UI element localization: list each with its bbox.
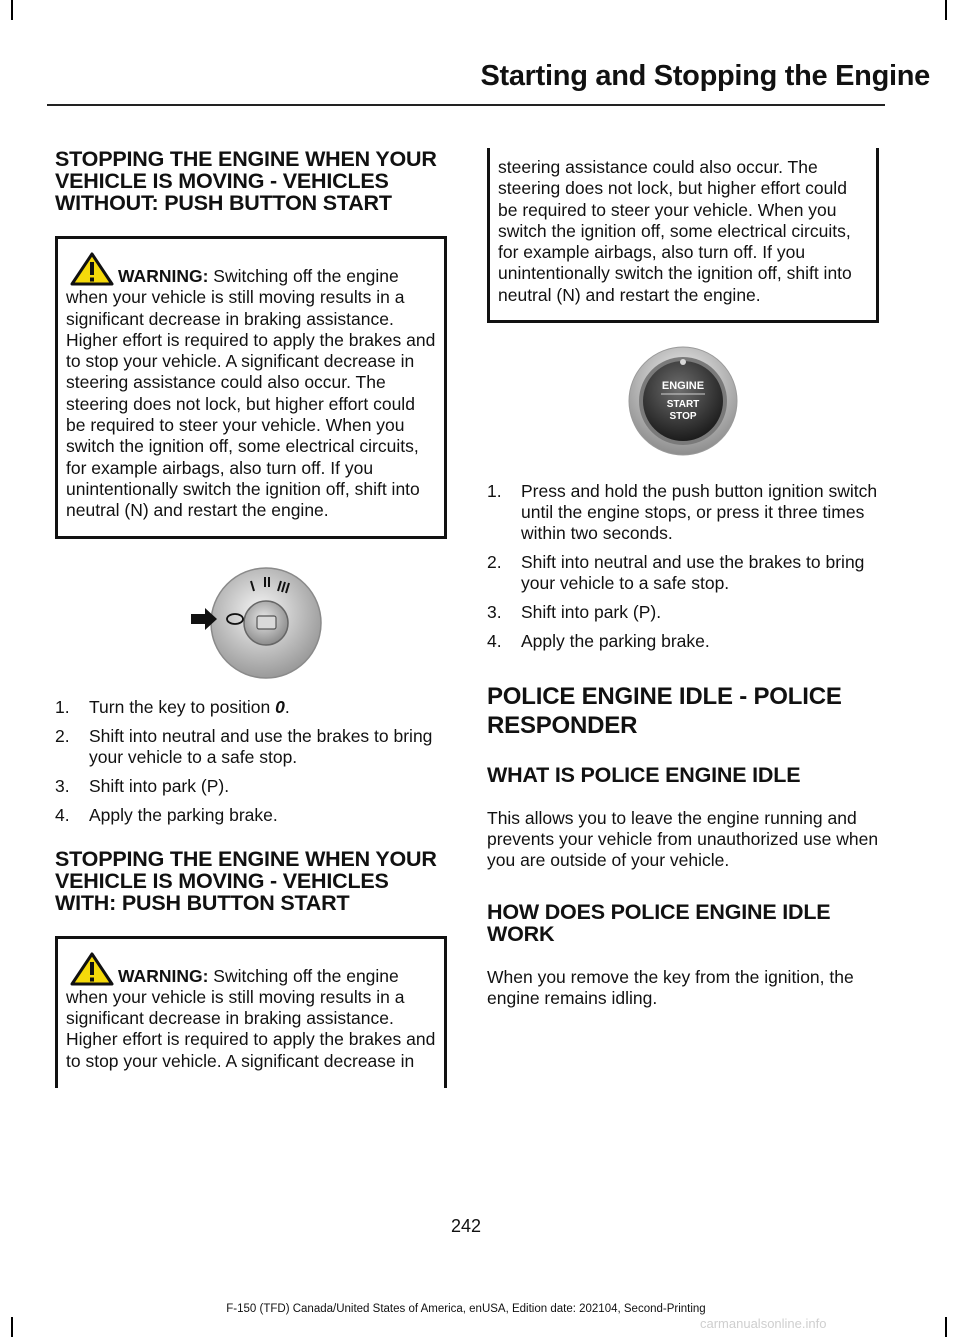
crop-mark — [11, 1317, 13, 1337]
list-item: 1. Turn the key to position 0. — [55, 696, 290, 717]
warning-box-1 — [55, 236, 447, 539]
warning-box-2 — [55, 936, 447, 1088]
engine-start-stop-button-figure — [623, 343, 743, 459]
list-item: 1. Press and hold the push button ignition switch until the engine stops, or press it three times within two seconds. — [487, 481, 878, 544]
steps-list-push-button — [487, 481, 879, 652]
warning-triangle-icon — [70, 252, 114, 286]
ignition-key-cylinder-figure — [161, 561, 341, 683]
page-number: 242 — [450, 1216, 482, 1236]
crop-mark — [11, 0, 13, 20]
button-label-engine: ENGINE — [661, 380, 705, 393]
warning-label: WARNING: — [118, 965, 209, 986]
list-item: 3. Shift into park (P). — [487, 602, 662, 623]
page-title: Starting and Stopping the Engine — [480, 60, 930, 92]
right-column — [487, 148, 879, 1029]
warning-text: Switching off the engine when your vehicle is still moving results in a significant decrease in braking assistance. Higher effort is required to apply the brakes and to stop your vehicle. A significant decrease in steering assistance could also occur. The steering does not lock, but higher effort could be required to steer your vehicle. When you switch the ignition off, some electrical circuits, for example airbags, also turn off. If you unintentionally switch the ignition off, shift into neutral (N) and restart the engine. — [66, 266, 436, 521]
edition-footer: F-150 (TFD) Canada/United States of America, enUSA, Edition date: 202104, Second-Printing — [226, 1303, 706, 1315]
crop-mark — [945, 0, 947, 20]
button-label-start: START — [666, 399, 700, 411]
subsection-title-what-is: WHAT IS POLICE ENGINE IDLE — [487, 763, 801, 788]
section-title-without-push-button: STOPPING THE ENGINE WHEN YOUR VEHICLE IS MOVING - VEHICLES WITHOUT: PUSH BUTTON START — [55, 147, 437, 215]
button-label-stop: STOP — [669, 411, 697, 423]
left-column — [55, 148, 447, 1088]
warning-text: Switching off the engine when your vehicle is still moving results in a significant decrease in braking assistance. Higher effort is required to apply the brakes and to stop your vehicle. A significant decrease in — [66, 965, 436, 1071]
list-item: 2. Shift into neutral and use the brakes to bring your vehicle to a safe stop. — [487, 552, 865, 594]
list-item: 4. Apply the parking brake. — [487, 631, 710, 652]
section-title-with-push-button: STOPPING THE ENGINE WHEN YOUR VEHICLE IS MOVING - VEHICLES WITH: PUSH BUTTON START — [55, 846, 437, 915]
indicator-light-icon — [680, 359, 686, 365]
paragraph-what-is: This allows you to leave the engine running and prevents your vehicle from unauthorized use when you are outside of your vehicle. — [487, 808, 879, 871]
section-title-police-engine-idle: POLICE ENGINE IDLE - POLICE RESPONDER — [487, 683, 842, 740]
list-item: 2. Shift into neutral and use the brakes to bring your vehicle to a safe stop. — [55, 725, 433, 767]
subsection-title-how-does: HOW DOES POLICE ENGINE IDLE WORK — [487, 900, 831, 947]
list-item: 3. Shift into park (P). — [55, 775, 230, 796]
header-divider — [47, 104, 885, 106]
list-item: 4. Apply the parking brake. — [55, 804, 278, 825]
warning-text: steering assistance could also occur. The steering does not lock, but higher effort could be required to steer your vehicle. When you switch the ignition off, some electrical circuits, for example airbags, also turn off. If you unintentionally switch the ignition off, shift into neutral (N) and restart the engine. — [498, 157, 852, 305]
warning-triangle-icon — [70, 952, 114, 986]
watermark: carmanualsonline.info — [700, 1316, 827, 1331]
warning-box-2-continued — [487, 148, 879, 323]
paragraph-how-does: When you remove the key from the ignition, the engine remains idling. — [487, 967, 854, 1009]
crop-mark — [945, 1317, 947, 1337]
steps-list-key — [55, 697, 447, 826]
warning-label: WARNING: — [118, 266, 209, 286]
